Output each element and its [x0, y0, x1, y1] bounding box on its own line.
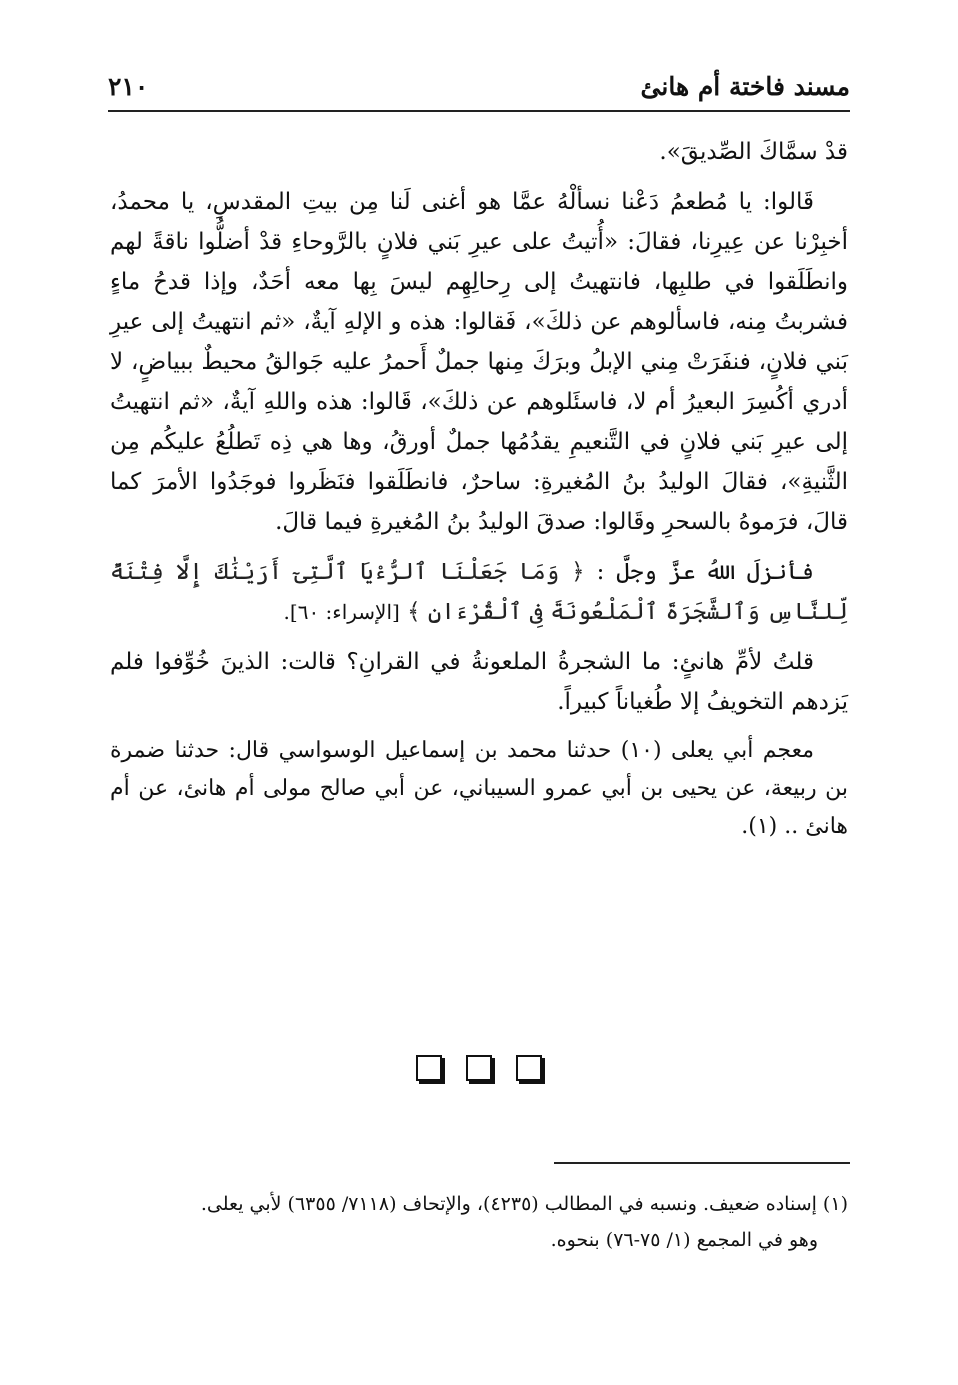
footnote-1: (١) إسناده ضعيف. ونسبه في المطالب (٤٢٣٥)، والإتحاف (٧١١٨/ ٦٣٥٥) لأبي يعلى. — [200, 1193, 848, 1215]
quran-lead: فأنزلَ اللهُ عزَّ وجلَّ : — [596, 559, 815, 585]
footnotes — [110, 1186, 848, 1258]
header-rule — [108, 110, 850, 112]
footnote-rule — [554, 1162, 850, 1164]
paragraph-2 — [110, 552, 848, 632]
verse-reference: [الإسراء: ٦٠]. — [283, 600, 400, 624]
page-number: ٢١٠ — [108, 72, 149, 101]
paragraph-1: قَالوا: يا مُطعمُ دَعْنا نسألْهُ عمَّا هو أغنى لَنا مِن بيتِ المقدسِ، يا محمدُ، أخبِرْنا عن عِيرِنا، فقالَ: «أُتيتُ على عيرِ بَني فلانٍ بالرَّوحاءِ قدْ أضلُّوا ناقةً لهم وانطَلَقوا في طلبِها، فانتهيتُ إلى رِحالِهِم ليسَ بِها معه أحَدٌ، وإذا قدحُ ماءٍ فشربتُ مِنه، فاسألوهم عن ذلكَ»، فَقالوا: هذه و الإلهِ آيةٌ، «ثم انتهيتُ إلى عيرِ بَني فلانٍ، فنفَرَتْ مِني الإبلُ وبرَكَ مِنها جملٌ أَحمرُ عليه جَوالقُ محيطٌ ببياضٍ، لا أدري أكُسِرَ البعيرُ أم لا، فاسئَلوهم عن ذلكَ»، قَالوا: هذه واللهِ آيةٌ، «ثم انتهيتُ إلى عيرِ بَني فلانٍ في التَّنعيمِ يقدُمُها جملٌ أورقُ، وها هي ذِه تَطلُعُ عليكُم مِن الثَّنيةِ»، فقالَ الوليدُ بنُ المُغيرةِ: ساحرٌ، فانطَلَقوا فنَظَروا فوجَدُوا الأمرَ كما قالَ، فرَموهُ بالسحرِ وقَالوا: صدقَ الوليدُ بنُ المُغيرةِ فيما قالَ. — [110, 189, 849, 535]
paragraph-3: قلتُ لأمِّ هانئٍ: ما الشجرةُ الملعونةُ في القرانِ؟ قالت: الذينَ خُوِّفوا فلم يَزدهم التخويفُ إلا طُغياناً كبيراً. — [110, 649, 848, 715]
box-icon — [466, 1055, 492, 1081]
header-title: مسند فاختة أم هانئ — [640, 72, 850, 101]
quran-verse: ﴿ وَمَا جَعَلْنَا ٱلرُّءْيَا ٱلَّتِىٓ أَرَيْنَٰكَ إِلَّا فِتْنَةً لِّلنَّاسِ وَٱلشَّجَرَةَ ٱلْمَلْعُونَةَ فِى ٱلْقُرْءَانِ ﴾ — [110, 559, 848, 625]
running-header — [108, 72, 850, 106]
paragraph-4: معجم أبي يعلى (١٠) حدثنا محمد بن إسماعيل الوسواسي قال: حدثنا ضمرة بن ربيعة، عن يحيى بن أبي عمرو السيباني، عن أبي صالح مولى أم هانئ، عن أم هانئ .. (١). — [110, 738, 848, 839]
main-text — [110, 132, 848, 856]
box-icon — [516, 1055, 542, 1081]
box-icon — [416, 1055, 442, 1081]
paragraph-0: قدْ سمَّاكَ الصِّديقَ». — [659, 139, 848, 165]
section-end-marks — [0, 1055, 958, 1081]
footnote-1-continued: وهو في المجمع (١/ ٧٥-٧٦) بنحوه. — [550, 1229, 818, 1251]
